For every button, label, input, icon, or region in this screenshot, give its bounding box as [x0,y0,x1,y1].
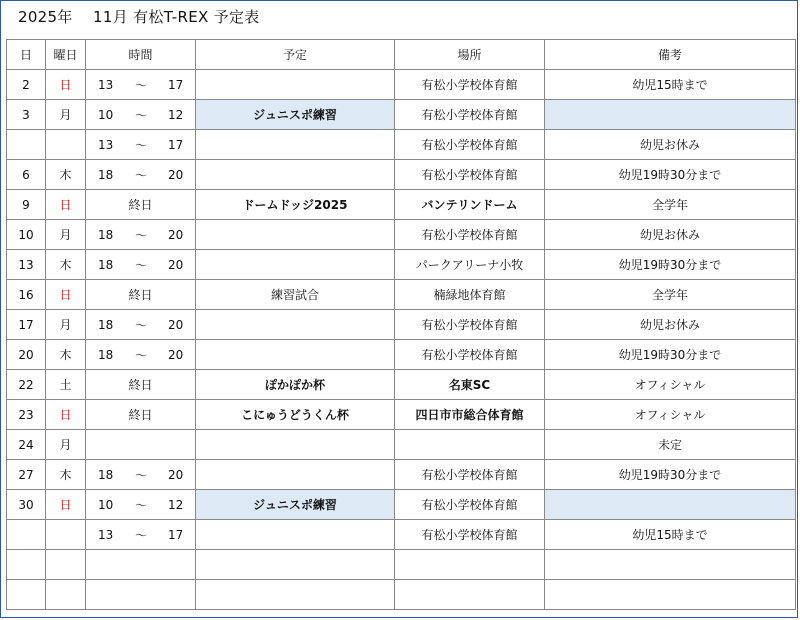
time-end: 17 [168,77,184,92]
weekday-cell [46,130,86,160]
time-end: 20 [168,347,184,362]
day-cell [7,550,46,580]
plan-cell [196,430,395,460]
place-cell: 楠緑地体育館 [395,280,545,310]
table-row [7,310,796,340]
time-separator: ～ [135,228,148,242]
plan-cell [196,340,395,370]
note-cell: 幼児15時まで [545,520,796,550]
time-cell [86,100,196,130]
day-cell: 13 [7,250,46,280]
plan-cell [196,520,395,550]
day-cell: 22 [7,370,46,400]
table-row [7,220,796,250]
day-cell: 30 [7,490,46,520]
time-end: 17 [168,527,184,542]
header-plan: 予定 [196,40,395,70]
weekday-cell [46,550,86,580]
day-cell: 16 [7,280,46,310]
header-time: 時間 [86,40,196,70]
time-cell [86,520,196,550]
time-cell [86,340,196,370]
table-row [7,250,796,280]
time-separator: ～ [135,78,148,92]
time-cell [86,130,196,160]
day-cell [7,580,46,610]
place-cell: 有松小学校体育館 [395,490,545,520]
place-cell: バンテリンドーム [395,190,545,220]
time-end: 20 [168,227,184,242]
note-cell: オフィシャル [545,370,796,400]
plan-cell: 練習試合 [196,280,395,310]
place-cell: 有松小学校体育館 [395,130,545,160]
plan-cell: ドームドッジ2025 [196,190,395,220]
time-start: 18 [98,167,114,182]
table-row [7,460,796,490]
place-cell: パークアリーナ小牧 [395,250,545,280]
note-cell: 幼児19時30分まで [545,160,796,190]
plan-cell [196,160,395,190]
table-header-row [7,40,796,70]
weekday-cell: 日 [46,400,86,430]
day-cell [7,520,46,550]
time-end: 20 [168,257,184,272]
note-cell: オフィシャル [545,400,796,430]
time-cell [86,490,196,520]
table-row [7,340,796,370]
time-separator: ～ [135,348,148,362]
day-cell: 6 [7,160,46,190]
weekday-cell: 土 [46,370,86,400]
page-title: 2025年 11月 有松T-REX 予定表 [18,8,260,26]
schedule-table [6,39,796,610]
time-end: 20 [168,467,184,482]
header-day: 日 [7,40,46,70]
time-separator: ～ [135,318,148,332]
time-separator: ～ [135,528,148,542]
note-cell: 幼児お休み [545,220,796,250]
place-cell: 有松小学校体育館 [395,160,545,190]
time-start: 18 [98,347,114,362]
note-cell [545,550,796,580]
note-cell: 全学年 [545,190,796,220]
table-row [7,430,796,460]
note-cell [545,490,796,520]
time-separator: ～ [135,168,148,182]
weekday-cell: 木 [46,340,86,370]
day-cell: 27 [7,460,46,490]
weekday-cell: 木 [46,160,86,190]
time-start: 10 [98,107,114,122]
header-note: 備考 [545,40,796,70]
time-separator: ～ [135,108,148,122]
day-cell: 9 [7,190,46,220]
table-row [7,70,796,100]
plan-cell [196,250,395,280]
time-cell [86,430,196,460]
table-row [7,130,796,160]
plan-cell [196,580,395,610]
table-row [7,370,796,400]
place-cell: 有松小学校体育館 [395,460,545,490]
place-cell: 名東SC [395,370,545,400]
place-cell: 有松小学校体育館 [395,100,545,130]
time-cell [86,220,196,250]
weekday-cell: 日 [46,280,86,310]
time-start: 10 [98,497,114,512]
place-cell: 有松小学校体育館 [395,340,545,370]
place-cell [395,550,545,580]
table-row [7,580,796,610]
plan-cell: こにゅうどうくん杯 [196,400,395,430]
day-cell: 3 [7,100,46,130]
day-cell: 23 [7,400,46,430]
time-start: 13 [98,527,114,542]
day-cell: 10 [7,220,46,250]
note-cell: 全学年 [545,280,796,310]
note-cell: 幼児15時まで [545,70,796,100]
time-separator: ～ [135,498,148,512]
time-cell: 終日 [86,190,196,220]
time-cell [86,550,196,580]
place-cell: 有松小学校体育館 [395,520,545,550]
day-cell: 20 [7,340,46,370]
header-weekday: 曜日 [46,40,86,70]
table-row [7,550,796,580]
time-cell: 終日 [86,370,196,400]
time-separator: ～ [135,468,148,482]
day-cell: 24 [7,430,46,460]
weekday-cell: 木 [46,250,86,280]
note-cell [545,580,796,610]
time-cell [86,310,196,340]
time-separator: ～ [135,258,148,272]
table-row [7,190,796,220]
time-cell [86,160,196,190]
weekday-cell: 月 [46,220,86,250]
note-cell [545,100,796,130]
table-row [7,490,796,520]
plan-cell [196,550,395,580]
note-cell: 幼児19時30分まで [545,250,796,280]
table-row [7,520,796,550]
time-end: 12 [168,497,184,512]
time-cell [86,250,196,280]
place-cell [395,580,545,610]
weekday-cell: 月 [46,310,86,340]
plan-cell [196,460,395,490]
time-start: 13 [98,77,114,92]
day-cell: 17 [7,310,46,340]
table-row [7,280,796,310]
plan-cell [196,220,395,250]
time-start: 13 [98,137,114,152]
place-cell [395,430,545,460]
note-cell: 幼児お休み [545,310,796,340]
time-cell [86,70,196,100]
weekday-cell [46,520,86,550]
plan-cell [196,70,395,100]
time-separator: ～ [135,138,148,152]
plan-cell: ぽかぽか杯 [196,370,395,400]
time-cell: 終日 [86,280,196,310]
time-end: 17 [168,137,184,152]
header-place: 場所 [395,40,545,70]
plan-cell: ジュニスポ練習 [196,490,395,520]
weekday-cell [46,580,86,610]
table-row [7,400,796,430]
note-cell: 幼児19時30分まで [545,460,796,490]
plan-cell [196,310,395,340]
plan-cell [196,130,395,160]
time-cell [86,580,196,610]
time-start: 18 [98,227,114,242]
table-body [7,70,796,610]
place-cell: 四日市市総合体育館 [395,400,545,430]
day-cell [7,130,46,160]
time-start: 18 [98,467,114,482]
time-end: 12 [168,107,184,122]
time-cell: 終日 [86,400,196,430]
time-cell [86,460,196,490]
note-cell: 未定 [545,430,796,460]
table-row [7,100,796,130]
place-cell: 有松小学校体育館 [395,310,545,340]
place-cell: 有松小学校体育館 [395,70,545,100]
note-cell: 幼児19時30分まで [545,340,796,370]
plan-cell: ジュニスポ練習 [196,100,395,130]
weekday-cell: 日 [46,490,86,520]
note-cell: 幼児お休み [545,130,796,160]
weekday-cell: 日 [46,190,86,220]
weekday-cell: 月 [46,430,86,460]
weekday-cell: 木 [46,460,86,490]
time-end: 20 [168,317,184,332]
place-cell: 有松小学校体育館 [395,220,545,250]
time-end: 20 [168,167,184,182]
time-start: 18 [98,257,114,272]
day-cell: 2 [7,70,46,100]
weekday-cell: 日 [46,70,86,100]
table-row [7,160,796,190]
time-start: 18 [98,317,114,332]
weekday-cell: 月 [46,100,86,130]
